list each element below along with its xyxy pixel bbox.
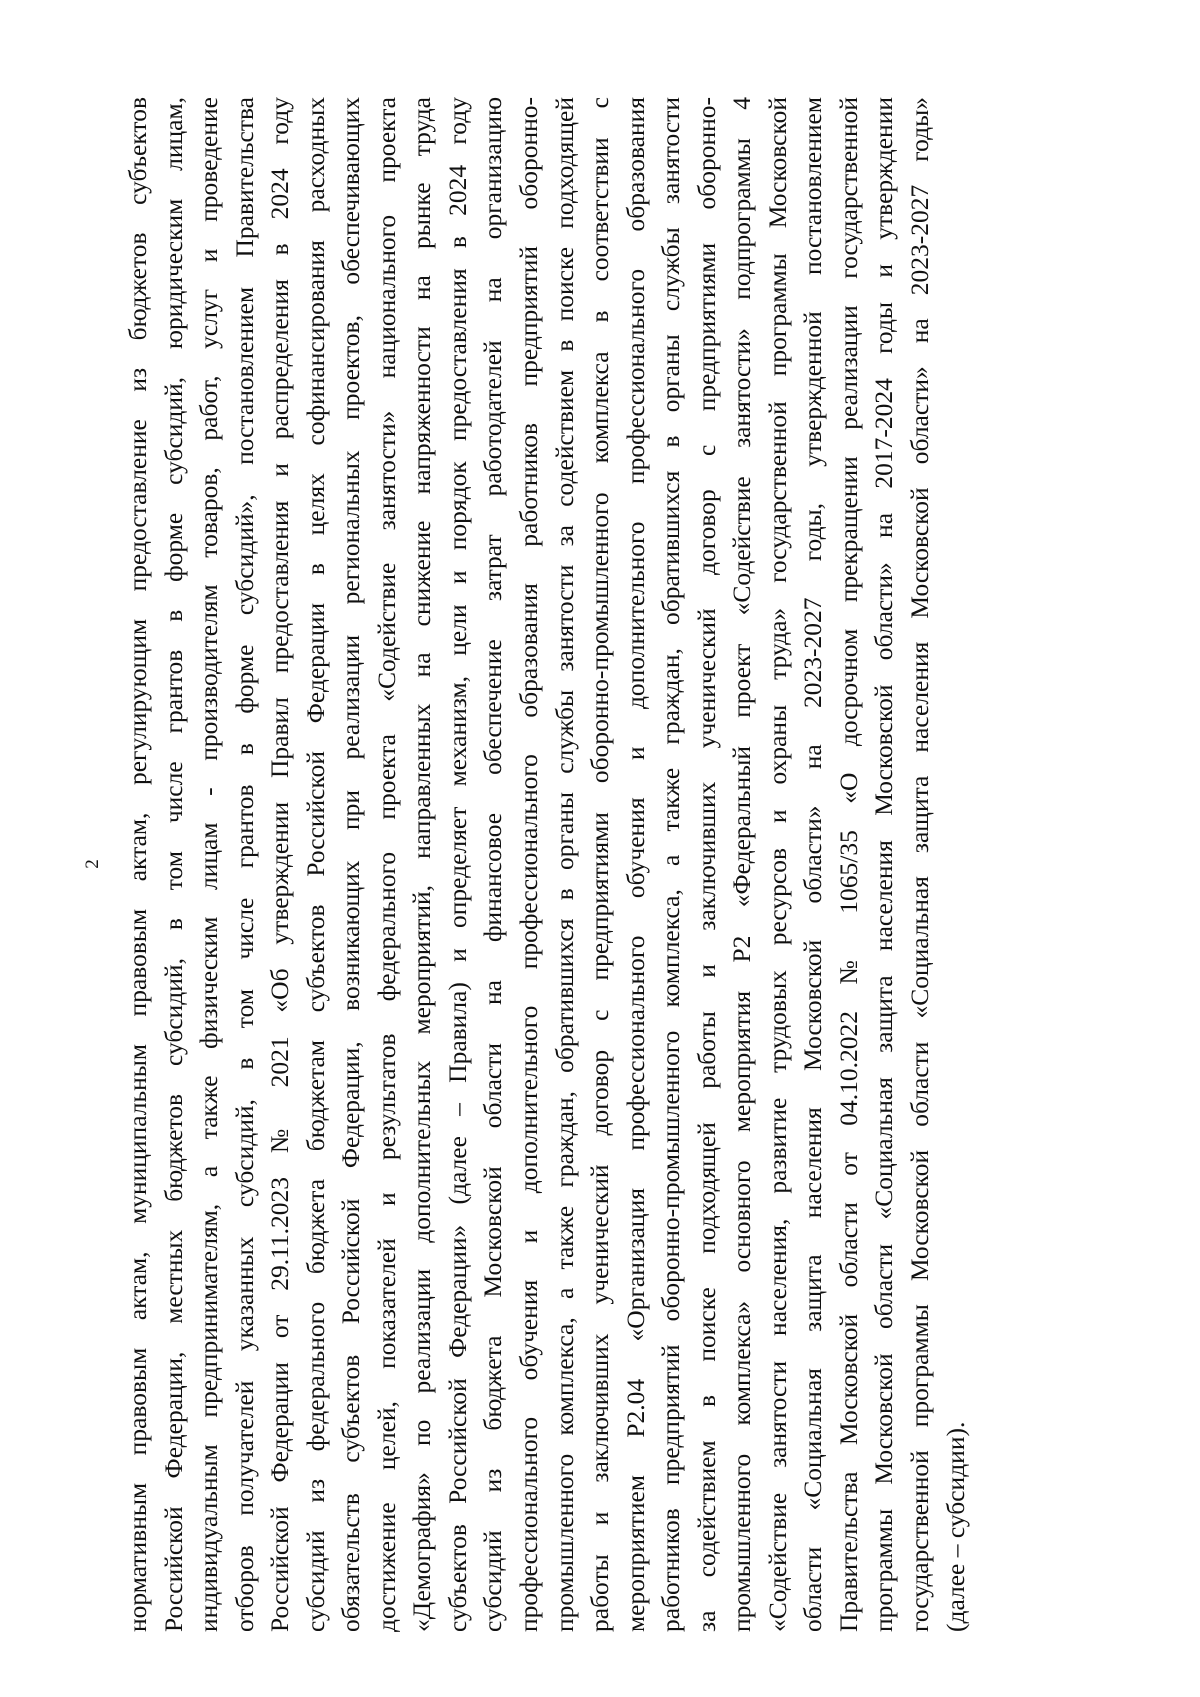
text-line: работы и заключивших ученический договор с предприятиями оборонно-промышленного комплекса в соответствии с [585,97,615,1632]
text-line: (далее – субсидии). [940,1421,970,1632]
text-line: за содействием в поиске подходящей работы и заключивших ученический договор с предприятиями оборонно- [691,97,721,1632]
text-line: обязательств субъектов Российской Федерации, возникающих при реализации региональных проектов, обеспечивающих [336,97,366,1632]
text-line: отборов получателей указанных субсидий, в том числе грантов в форме субсидий», постановлением Правительства [229,97,259,1632]
text-line: промышленного комплекса» основного мероприятия Р2 «Федеральный проект «Содействие занятости» подпрограммы 4 [727,97,757,1632]
text-line: государственной программы Московской области «Социальная защита населения Московской области» на 2023-2027 годы» [905,97,935,1632]
text-line: области «Социальная защита населения Московской области» на 2023-2027 годы, утвержденной постановлением [798,97,828,1632]
text-line: мероприятием Р2.04 «Организация профессионального обучения и дополнительного профессионального образования [620,97,650,1632]
body-paragraph [120,97,973,1632]
text-line: профессионального обучения и дополнительного профессионального образования работников предприятий оборонно- [514,97,544,1632]
text-line: Российской Федерации, местных бюджетов субсидий, в том числе грантов в форме субсидий, юридическим лицам, [158,97,188,1632]
text-line: промышленного комплекса, а также граждан, обратившихся в органы службы занятости за содействием в поиске подходящей [549,97,579,1632]
text-line: «Демография» по реализации дополнительных мероприятий, направленных на снижение напряженности на рынке труда [407,97,437,1632]
text-line: Правительства Московской области от 04.10.2022 № 1065/35 «О досрочном прекращении реализации государственной [833,97,863,1632]
text-line: «Содействие занятости населения, развитие трудовых ресурсов и охраны труда» государственной программы Московской [762,97,792,1632]
text-line: нормативным правовым актам, муниципальным правовым актам, регулирующим предоставление из бюджетов субъектов [123,97,152,1632]
text-line: субъектов Российской Федерации» (далее – Правила) и определяет механизм, цели и порядок предоставления в 2024 году [442,97,472,1632]
text-line: программы Московской области «Социальная защита населения Московской области» на 2017-2024 годы и утверждении [869,97,899,1632]
text-line: индивидуальным предпринимателям, а также физическим лицам - производителям товаров, работ, услуг и проведение [194,97,224,1632]
page-number: 2 [82,859,103,869]
text-line: субсидий из федерального бюджета бюджетам субъектов Российской Федерации в целях софинансирования расходных [300,97,330,1632]
text-line: достижение целей, показателей и результатов федерального проекта «Содействие занятости» национального проекта [371,97,401,1632]
text-line: субсидий из бюджета Московской области на финансовое обеспечение затрат работодателей на организацию [478,97,508,1632]
text-line: работников предприятий оборонно-промышленного комплекса, а также граждан, обратившихся в органы службы занятости [656,97,686,1632]
text-line: Российской Федерации от 29.11.2023 № 2021 «Об утверждении Правил предоставления и распределения в 2024 году [265,97,295,1632]
